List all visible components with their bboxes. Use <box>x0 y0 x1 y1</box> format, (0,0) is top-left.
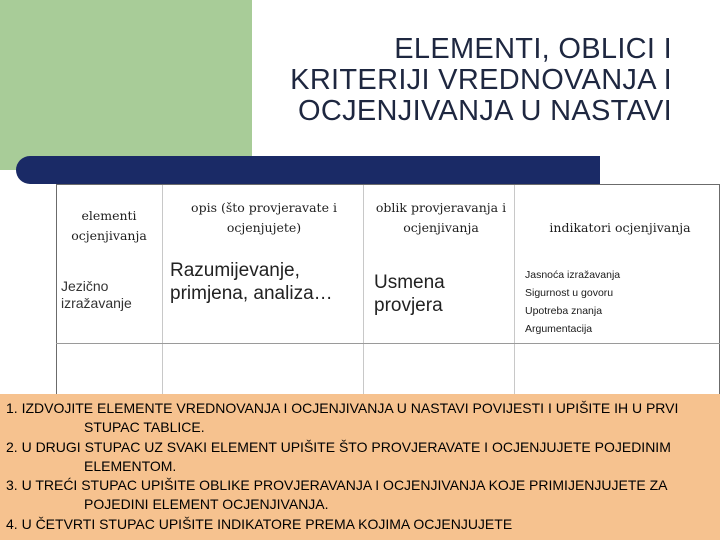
column-divider <box>514 184 515 394</box>
table-border-top <box>56 184 720 185</box>
indicator-item: Sigurnost u govoru <box>525 287 614 299</box>
decorative-green-block <box>0 0 252 170</box>
instruction-item: 4. U ČETVRTI STUPAC UPIŠITE INDIKATORE PREMA KOJIMA OCJENJUJETE <box>6 515 513 532</box>
indicator-item: Jasnoća izražavanja <box>525 269 621 281</box>
title-divider-bar <box>16 156 600 184</box>
title-line-1: ELEMENTI, OBLICI I <box>394 33 672 65</box>
cell-indikatori-list <box>525 266 715 338</box>
title-line-2: KRITERIJI VREDNOVANJA I <box>290 64 672 96</box>
cell-usmena-provjera: Usmena provjera <box>374 272 445 316</box>
column-divider <box>162 184 163 394</box>
header-elementi: elementi ocjenjivanja <box>71 208 147 243</box>
cell-razumijevanje: Razumijevanje, primjena, analiza… <box>170 260 333 304</box>
assessment-table <box>56 184 720 394</box>
instruction-item: 2. U DRUGI STUPAC UZ SVAKI ELEMENT UPIŠITE ŠTO PROVJERAVATE I OCJENJUJETE POJEDINIM ELEMENTOM. <box>6 438 671 474</box>
instructions-box <box>0 394 720 540</box>
table-border-left <box>56 184 57 394</box>
instruction-item: 1. IZDVOJITE ELEMENTE VREDNOVANJA I OCJENJIVANJA U NASTAVI POVIJESTI I UPIŠITE IH U PRVI STUPAC TABLICE. <box>6 400 679 436</box>
indicator-item: Argumentacija <box>525 323 593 335</box>
instruction-item: 3. U TREĆI STUPAC UPIŠITE OBLIKE PROVJERAVANJA I OCJENJIVANJA KOJE PRIMIJENJUJETE ZA POJEDINI ELEMENT OCJENJIVANJA. <box>6 477 667 513</box>
row-divider <box>56 343 720 344</box>
title-line-3: OCJENJIVANJA U NASTAVI <box>298 95 672 127</box>
indicator-item: Upotreba znanja <box>525 305 603 317</box>
column-divider <box>363 184 364 394</box>
header-opis: opis (što provjeravate i ocjenjujete) <box>191 200 337 235</box>
header-indikatori: indikatori ocjenjivanja <box>549 220 691 235</box>
header-oblik: oblik provjeravanja i ocjenjivanja <box>375 200 507 235</box>
slide-title <box>232 34 672 127</box>
cell-jezicno-izrazavanje: Jezično izražavanje <box>61 278 132 311</box>
